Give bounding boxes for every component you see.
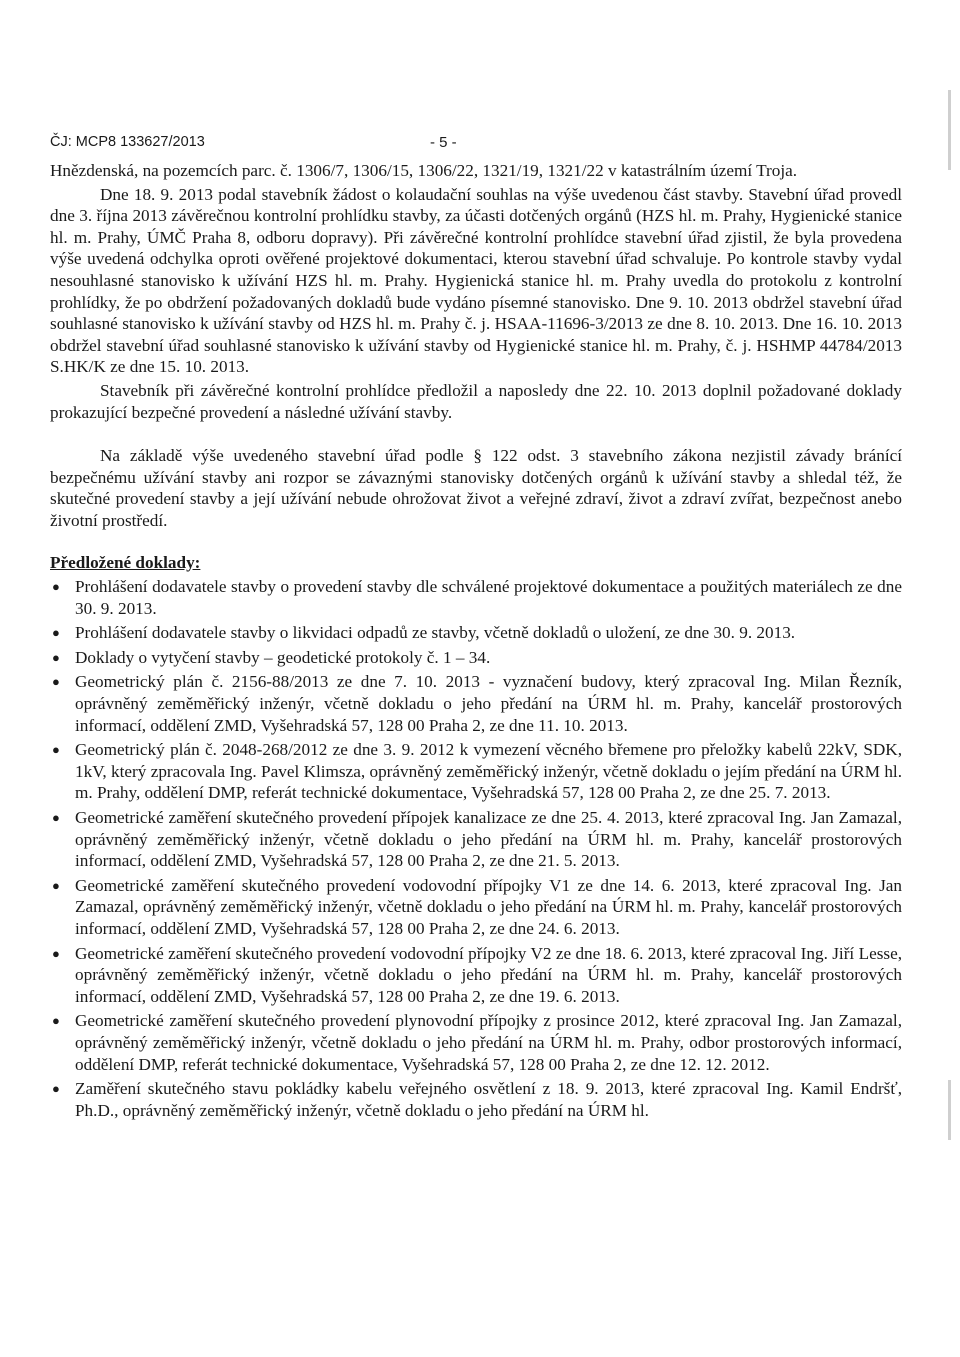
- paragraph-conclusion: Na základě výše uvedeného stavební úřad podle § 122 odst. 3 stavebního zákona nezjistil závady bránící bezpečnému užívání stavby ani rozpor se závaznými stanovisky dotčených orgánů k užívání stavby a shledal též, že skutečné provedení stavby a její užívání nebude ohrožovat život a veřejné zdraví, život a zdraví zvířat, bezpečnost anebo životní prostředí.: [50, 446, 902, 530]
- list-item: [50, 576, 902, 619]
- list-item: [50, 807, 902, 872]
- list-item-text: Geometrický plán č. 2048-268/2012 ze dne 3. 9. 2012 k vymezení věcného břemene pro přeložky kabelů 22kV, SDK, 1kV, který zpracovala Ing. Pavel Klimsza, oprávněný zeměměřický inženýr, včetně dokladu o jejím předání na ÚRM hl. m. Prahy, oddělení DMP, referát technické dokumentace, Vyšehradská 57, 128 00 Praha 2, ze dne 25. 7. 2013.: [75, 740, 902, 803]
- paragraph-documents-submitted: Stavebník při závěrečné kontrolní prohlídce předložil a naposledy dne 22. 10. 2013 doplnil požadované doklady prokazující bezpečné provedení a následné užívání stavby.: [50, 380, 902, 422]
- list-item: [50, 1010, 902, 1075]
- list-item: [50, 622, 902, 644]
- list-item-text: Geometrické zaměření skutečného provedení přípojek kanalizace ze dne 25. 4. 2013, které zpracoval Ing. Jan Zamazal, oprávněný zeměměřický inženýr, včetně dokladu o jeho předání na ÚRM hl. m. Prahy, kancelář prostorových informací, oddělení ZMD, Vyšehradská 57, 128 00 Praha 2, ze dne 21. 5. 2013.: [75, 808, 902, 871]
- paragraph-location: Hnězdenská, na pozemcích parc. č. 1306/7, 1306/15, 1306/22, 1321/19, 1321/22 v katastrálním území Troja.: [50, 161, 798, 180]
- page-number: - 5 -: [430, 134, 457, 151]
- scan-edge-mark: [948, 1080, 951, 1140]
- list-item: [50, 739, 902, 804]
- bullet-icon: ●: [52, 810, 60, 826]
- list-item-text: Prohlášení dodavatele stavby o likvidaci odpadů ze stavby, včetně dokladů o uložení, ze dne 30. 9. 2013.: [75, 623, 796, 643]
- list-item-text: Geometrické zaměření skutečného provedení vodovodní přípojky V2 ze dne 18. 6. 2013, které zpracoval Ing. Jiří Lesse, oprávněný zeměměřický inženýr, včetně dokladu o jeho předání na ÚRM hl. m. Prahy, kancelář prostorových informací, oddělení ZMD, Vyšehradská 57, 128 00 Praha 2, ze dne 19. 6. 2013.: [75, 943, 902, 1006]
- scan-edge-mark: [948, 90, 951, 170]
- section-title: Předložené doklady:: [50, 552, 201, 572]
- list-item-text: Geometrické zaměření skutečného provedení vodovodní přípojky V1 ze dne 14. 6. 2013, které zpracoval Ing. Jan Zamazal, oprávněný zeměměřický inženýr, včetně dokladu o jeho předání na ÚRM hl. m. Prahy, kancelář prostorových informací, oddělení ZMD, Vyšehradská 57, 128 00 Praha 2, ze dne 24. 6. 2013.: [75, 875, 902, 938]
- bullet-icon: ●: [52, 649, 60, 665]
- document-page: [50, 132, 902, 1121]
- bullet-icon: ●: [52, 877, 60, 893]
- list-item-text: Doklady o vytyčení stavby – geodetické protokoly č. 1 – 34.: [75, 647, 491, 667]
- bullet-icon: ●: [52, 945, 60, 961]
- list-item: [50, 671, 902, 736]
- list-item: [50, 647, 902, 669]
- bullet-icon: ●: [52, 1013, 60, 1029]
- bullet-icon: ●: [52, 625, 60, 641]
- bullet-icon: ●: [52, 674, 60, 690]
- list-item: [50, 875, 902, 940]
- list-item: [50, 1078, 902, 1121]
- paragraph-inspection: Dne 18. 9. 2013 podal stavebník žádost o kolaudační souhlas na výše uvedenou část stavby. Stavební úřad provedl dne 3. října 2013 závěrečnou kontrolní prohlídku stavby, za účasti dotčených orgánů (HZS hl. m. Prahy, Hygienické stanice hl. m. Prahy, ÚMČ Praha 8, odboru dopravy). Při závěrečné kontrolní prohlídce stavební úřad zjistil, že byla provedena výše uvedená odchylka oproti ověřené projektové dokumentaci, kterou stavební úřad schvaluje. Po kontrole stavby vydal nesouhlasné stanovisko k užívání HZS hl. m. Prahy. Hygienická stanice hl. m. Prahy uvedla do protokolu z kontrolní prohlídky, že po obdržení požadovaných dokladů bude vydáno písemné stanovisko. Dne 9. 10. 2013 obdržel stavební úřad souhlasné stanovisko k užívání stavby od HZS hl. m. Prahy č. j. HSAA-11696-3/2013 ze dne 8. 10. 2013. Dne 16. 10. 2013 obdržel stavební úřad souhlasné stanovisko k užívání stavby od Hygienické stanice hl. m. Prahy, č. j. HSHMP 44784/2013 S.HK/K ze dne 15. 10. 2013.: [50, 184, 902, 377]
- list-item-text: Zaměření skutečného stavu pokládky kabelu veřejného osvětlení z 18. 9. 2013, které zpracoval Ing. Kamil Endršť, Ph.D., oprávněný zeměměřický inženýr, včetně dokladu o jeho předání na ÚRM hl.: [75, 1079, 902, 1120]
- list-item-text: Geometrické zaměření skutečného provedení plynovodní přípojky z prosince 2012, které zpracoval Ing. Jan Zamazal, oprávněný zeměměřický inženýr, včetně dokladu o jeho předání na ÚRM hl. m. Prahy, odbor prostorových informací, oddělení DMP, referát technické dokumentace, Vyšehradská 57, 128 00 Praha 2, ze dne 12. 12. 2012.: [75, 1011, 902, 1074]
- documents-list: [50, 576, 902, 1121]
- list-item-text: Prohlášení dodavatele stavby o provedení stavby dle schválené projektové dokumentace a použitých materiálech ze dne 30. 9. 2013.: [75, 577, 902, 618]
- list-item: [50, 943, 902, 1008]
- reference-number: ČJ: MCP8 133627/2013: [50, 134, 205, 150]
- bullet-icon: ●: [52, 742, 60, 758]
- page-header: [50, 132, 902, 154]
- bullet-icon: ●: [52, 579, 60, 595]
- bullet-icon: ●: [52, 1081, 60, 1097]
- list-item-text: Geometrický plán č. 2156-88/2013 ze dne 7. 10. 2013 - vyznačení budovy, který zpracoval Ing. Milan Řezník, oprávněný zeměměřický inženýr, včetně dokladu o jeho předání na ÚRM hl. m. Prahy, kancelář prostorových informací, oddělení ZMD, Vyšehradská 57, 128 00 Praha 2, ze dne 11. 10. 2013.: [75, 672, 902, 735]
